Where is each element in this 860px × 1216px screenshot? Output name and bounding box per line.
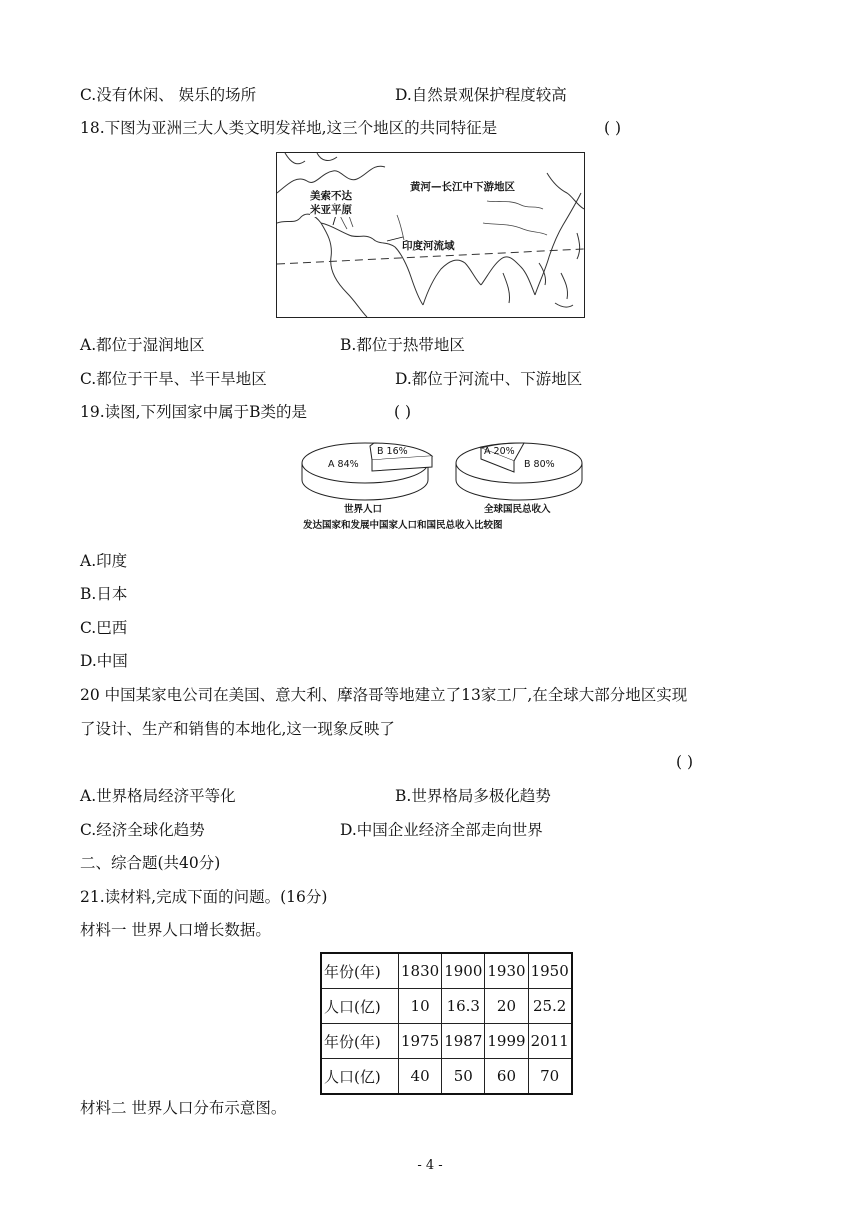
map-label-mesopotamia-1: 美索不达 xyxy=(310,190,352,202)
table-cell: 16.3 xyxy=(442,989,485,1024)
table-cell: 60 xyxy=(485,1059,528,1095)
pie-figure-title: 发达国家和发展中国家人口和国民总收入比较图 xyxy=(303,520,503,531)
table-cell: 1975 xyxy=(399,1024,442,1059)
q17-option-c: C.没有休闲、 娱乐的场所 xyxy=(80,86,257,104)
table-cell: 20 xyxy=(485,989,528,1024)
q18-option-d: D.都位于河流中、下游地区 xyxy=(395,370,583,388)
table-cell: 70 xyxy=(528,1059,572,1095)
pie-left-label-b: B 16% xyxy=(377,446,408,457)
q20-option-b: B.世界格局多极化趋势 xyxy=(395,787,551,805)
map-label-mesopotamia-2: 米亚平原 xyxy=(310,204,352,216)
q19-option-d: D.中国 xyxy=(80,652,128,670)
q19-option-c: C.巴西 xyxy=(80,619,128,637)
table-cell: 1999 xyxy=(485,1024,528,1059)
q18-answer-blank: ( ) xyxy=(604,119,622,137)
q19-option-a: A.印度 xyxy=(80,552,128,570)
pie-left-label-a: A 84% xyxy=(328,459,359,470)
q18-stem: 18.下图为亚洲三大人类文明发祥地,这三个地区的共同特征是 xyxy=(80,119,498,137)
material-1-label: 材料一 世界人口增长数据。 xyxy=(80,921,271,939)
q20-option-a: A.世界格局经济平等化 xyxy=(80,787,236,805)
table-cell: 1930 xyxy=(485,953,528,989)
q20-option-d: D.中国企业经济全部走向世界 xyxy=(340,821,543,839)
table-cell: 50 xyxy=(442,1059,485,1095)
q20-stem-line2: 了设计、生产和销售的本地化,这一现象反映了 xyxy=(80,720,395,738)
table-cell: 1987 xyxy=(442,1024,485,1059)
table-cell: 2011 xyxy=(528,1024,572,1059)
population-table xyxy=(320,952,573,1095)
q18-option-c: C.都位于干旱、半干旱地区 xyxy=(80,370,267,388)
table-cell: 年份(年) xyxy=(321,953,399,989)
table-cell: 1900 xyxy=(442,953,485,989)
pie-right-label-a: A 20% xyxy=(484,446,515,457)
table-cell: 25.2 xyxy=(528,989,572,1024)
q19-answer-blank: ( ) xyxy=(394,403,412,421)
q19-stem: 19.读图,下列国家中属于B类的是 xyxy=(80,403,307,421)
page-number: - 4 - xyxy=(417,1158,443,1173)
table-row xyxy=(321,989,572,1024)
map-label-indus: 印度河流域 xyxy=(402,240,455,252)
material-2-label: 材料二 世界人口分布示意图。 xyxy=(80,1099,287,1117)
section-2-heading: 二、综合题(共40分) xyxy=(80,854,221,872)
asia-civilizations-map xyxy=(276,152,585,318)
q18-option-a: A.都位于湿润地区 xyxy=(80,336,205,354)
table-row xyxy=(321,1059,572,1095)
pie-comparison-figure xyxy=(298,438,588,534)
table-cell: 人口(亿) xyxy=(321,989,399,1024)
q17-option-d: D.自然景观保护程度较高 xyxy=(395,86,567,104)
table-cell: 1950 xyxy=(528,953,572,989)
pie-right-caption: 全球国民总收入 xyxy=(484,504,551,515)
table-cell: 10 xyxy=(399,989,442,1024)
table-cell: 1830 xyxy=(399,953,442,989)
q18-option-b: B.都位于热带地区 xyxy=(340,336,465,354)
q21-stem: 21.读材料,完成下面的问题。(16分) xyxy=(80,888,328,906)
table-row xyxy=(321,953,572,989)
q20-stem-line1: 20 中国某家电公司在美国、意大利、摩洛哥等地建立了13家工厂,在全球大部分地区实现 xyxy=(80,686,688,704)
q20-answer-blank: ( ) xyxy=(676,753,694,771)
q20-option-c: C.经济全球化趋势 xyxy=(80,821,205,839)
map-label-yellow-yangtze: 黄河—长江中下游地区 xyxy=(410,181,515,193)
pie-right-label-b: B 80% xyxy=(524,459,555,470)
q19-option-b: B.日本 xyxy=(80,585,128,603)
map-drawing xyxy=(277,153,584,317)
table-cell: 40 xyxy=(399,1059,442,1095)
table-row xyxy=(321,1024,572,1059)
table-cell: 年份(年) xyxy=(321,1024,399,1059)
table-cell: 人口(亿) xyxy=(321,1059,399,1095)
pie-left-caption: 世界人口 xyxy=(344,504,383,515)
